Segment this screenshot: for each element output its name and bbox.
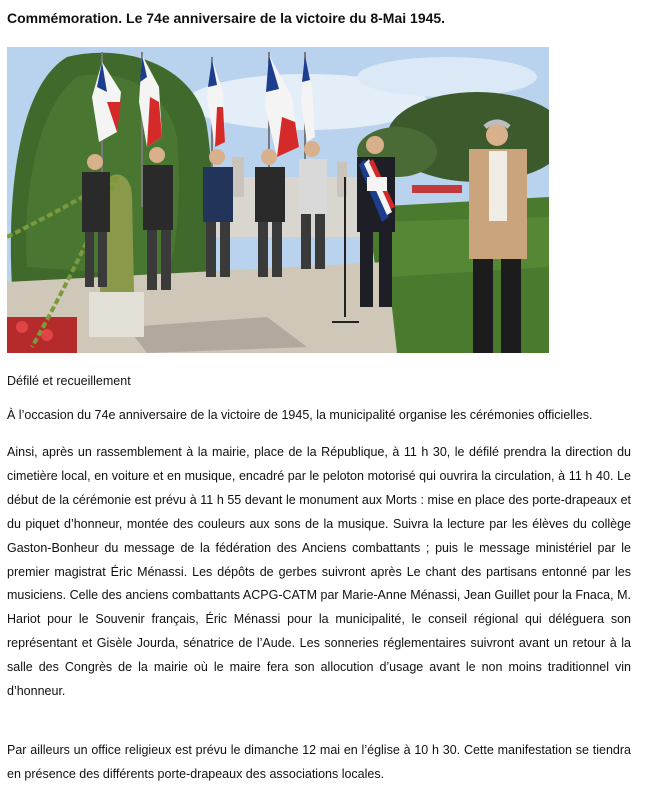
article-title: Commémoration. Le 74e anniversaire de la victoire du 8-Mai 1945. [7, 10, 446, 26]
article-paragraph-1: À l’occasion du 74e anniversaire de la victoire de 1945, la municipalité organise les cérémonies officielles. [7, 408, 593, 422]
article-photo [7, 47, 549, 353]
article-paragraph-2: Ainsi, après un rassemblement à la mairie, place de la République, à 11 h 30, le défilé prendra la direction du cimetière local, en voiture et en musique, encadré par le peloton motorisé qui ouvrira la circulation, à 11 h 40. Le début de la cérémonie est prévu à 11 h 55 devant le monument aux Morts : mise en place des porte-drapeaux et du piquet d’honneur, montée des couleurs aux sons de la musique. Suivra la lecture par les élèves du collège Gaston-Bonheur du message de la fédération des Anciens combattants ; puis le message ministériel par le premier magistrat Éric Ménassi. Les dépôts de gerbes suivront après Le chant des partisans entonné par les musiciens. Celle des anciens combattants ACPG-CATM par Marie-Anne Ménassi, Jean Guillet pour la Fnaca, M. Hariot pour le Souvenir français, Éric Ménassi pour la municipalité, le conseil régional qui déléguera son représentant et Gisèle Jourda, sénatrice de l’Aude. Les sonneries réglementaires suivront avant un retour à la salle des Congrès de la mairie où le maire fera son allocution d’usage avant le non moins traditionnel vin d’honneur. [7, 445, 631, 699]
article-paragraph-3: Par ailleurs un office religieux est prévu le dimanche 12 mai en l’église à 10 h 30. Cette manifestation se tiendra en présence des différents porte-drapeaux des associations locales. [7, 743, 631, 781]
ceremony-photo-illustration [7, 47, 549, 353]
photo-caption: Défilé et recueillement [7, 374, 131, 388]
